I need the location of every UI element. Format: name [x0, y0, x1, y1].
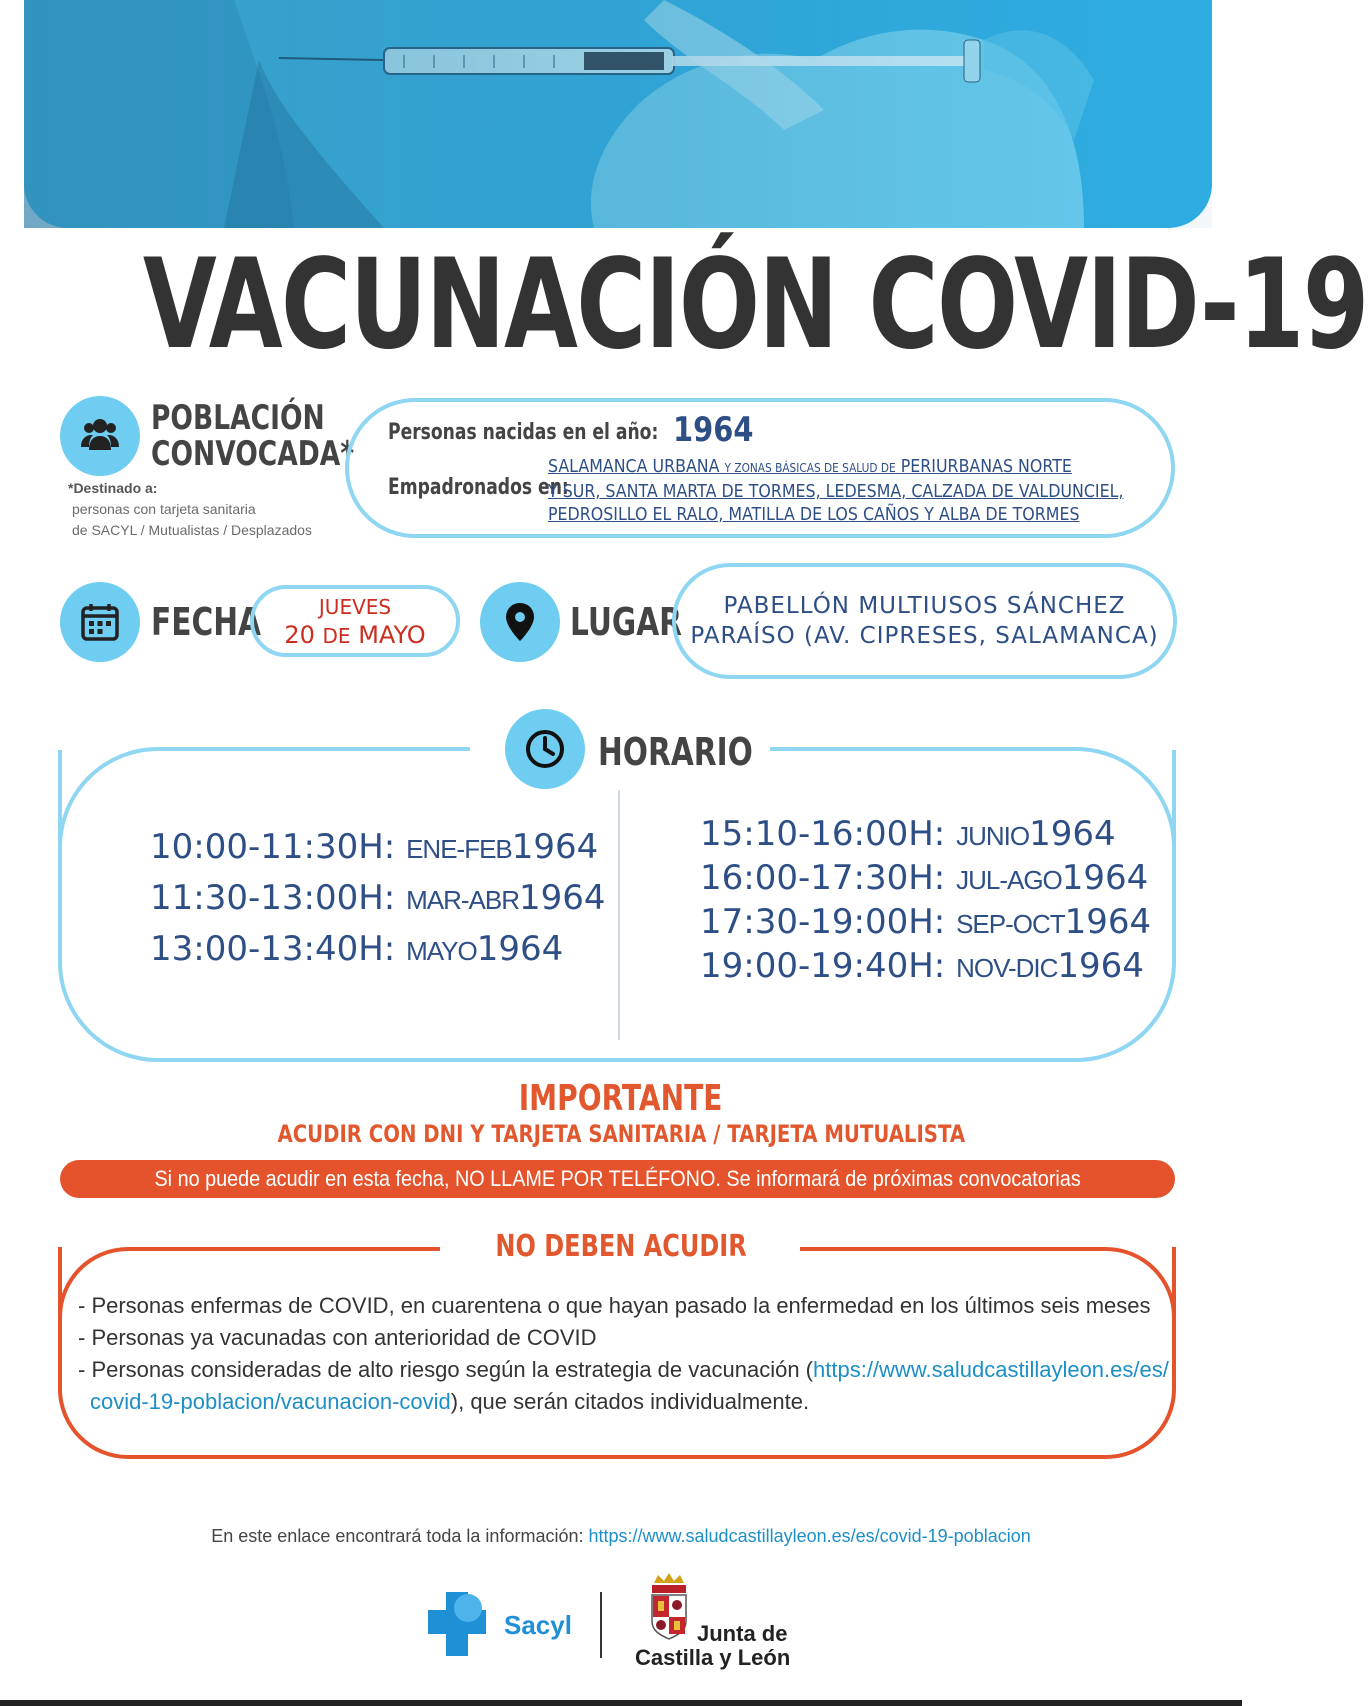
no-deben-item	[78, 1354, 1168, 1386]
page-title: VACUNACIÓN COVID-19	[142, 233, 1368, 377]
sacyl-logo	[428, 1588, 578, 1660]
fecha-date-de: DE	[322, 624, 351, 648]
schedule-year: 1964	[511, 827, 599, 867]
empadronados-line1	[548, 455, 1094, 480]
footer-link[interactable]: https://www.saludcastillayleon.es/es/covid-19-poblacion	[588, 1526, 1031, 1546]
destinado-label: *Destinado a:	[68, 480, 158, 496]
logo-separator	[600, 1592, 602, 1658]
fecha-box	[250, 585, 460, 657]
fecha-day: JUEVES	[318, 595, 392, 619]
schedule-time: 16:00-17:30H:	[700, 858, 946, 898]
emp-salamanca: SALAMANCA URBANA	[548, 456, 720, 477]
schedule-months: NOV-DIC	[956, 953, 1058, 983]
junta-text	[635, 1622, 790, 1670]
empadronados-label: Empadronados en:	[388, 475, 569, 500]
emp-periurbanas: PERIURBANAS NORTE	[900, 456, 1072, 477]
fecha-date-month: MAYO	[358, 621, 426, 649]
no-deben-item: - Personas ya vacunadas con anterioridad de COVID	[78, 1325, 597, 1350]
destinado-line1: personas con tarjeta sanitaria	[72, 501, 256, 517]
schedule-time: 10:00-11:30H:	[150, 827, 396, 867]
warning-bar	[60, 1160, 1175, 1198]
schedule-year: 1964	[518, 878, 606, 918]
schedule-time: 19:00-19:40H:	[700, 946, 946, 986]
schedule-months: MAR-ABR	[406, 885, 519, 915]
importante-title	[0, 1078, 1242, 1119]
sacyl-text: Sacyl	[504, 1610, 572, 1640]
people-icon	[60, 396, 140, 476]
schedule-year: 1964	[476, 929, 564, 969]
warning-text: Si no puede acudir en esta fecha, NO LLAME POR TELÉFONO. Se informará de próximas convocatorias	[154, 1166, 1081, 1191]
schedule-time: 13:00-13:40H:	[150, 929, 396, 969]
fecha-date-num: 20	[284, 621, 315, 649]
bottom-rule	[0, 1700, 1242, 1706]
emp-zonas: Y ZONAS BÁSICAS DE SALUD DE	[724, 461, 896, 475]
schedule-row	[700, 858, 1148, 898]
schedule-year: 1964	[1057, 946, 1144, 986]
estrategia-link-cont[interactable]: covid-19-poblacion/vacunacion-covid	[90, 1389, 451, 1414]
empadronados-text	[548, 455, 1168, 526]
location-pin-icon	[480, 582, 560, 662]
schedule-months: ENE-FEB	[406, 834, 512, 864]
lugar-label: LUGAR	[570, 600, 682, 644]
schedule-time: 11:30-13:00H:	[150, 878, 396, 918]
poblacion-label-line2: CONVOCADA*	[151, 434, 355, 474]
schedule-row	[150, 929, 563, 969]
schedule-months: JUNIO	[956, 821, 1030, 851]
estrategia-link[interactable]: https://www.saludcastillayleon.es/es/	[813, 1357, 1169, 1382]
fecha-label: FECHA	[151, 600, 261, 644]
schedule-row	[700, 902, 1151, 942]
no-deben-item3-text: - Personas consideradas de alto riesgo según la estrategia de vacunación (	[78, 1357, 814, 1382]
junta-line1: Junta de	[697, 1621, 788, 1646]
schedule-months: SEP-OCT	[956, 909, 1065, 939]
born-year: 1964	[673, 410, 754, 450]
calendar-icon	[60, 582, 140, 662]
poblacion-label-line1: POBLACIÓN	[151, 398, 325, 438]
schedule-row	[150, 878, 606, 918]
schedule-time: 17:30-19:00H:	[700, 902, 946, 942]
horario-label: HORARIO	[598, 730, 753, 774]
no-deben-item3-end: ), que serán citados individualmente.	[450, 1389, 810, 1414]
footer-info	[0, 1526, 1242, 1547]
poblacion-label	[151, 400, 354, 472]
schedule-months: JUL-AGO	[956, 865, 1062, 895]
lugar-line2: PARAÍSO (AV. CIPRESES, SALAMANCA)	[690, 623, 1159, 649]
fecha-date	[254, 621, 456, 649]
schedule-row	[700, 814, 1116, 854]
schedule-year: 1964	[1061, 858, 1149, 898]
clock-icon	[505, 709, 585, 789]
schedule-year: 1964	[1029, 814, 1116, 854]
schedule-year: 1964	[1064, 902, 1152, 942]
no-deben-item-cont	[78, 1386, 1168, 1418]
empadronados-line3: PEDROSILLO EL RALO, MATILLA DE LOS CAÑOS Y ALBA DE TORMES	[548, 504, 1080, 525]
footer-text: En este enlace encontrará toda la información:	[211, 1526, 584, 1546]
schedule-time: 15:10-16:00H:	[700, 814, 946, 854]
no-deben-list	[78, 1290, 1168, 1418]
schedule-row	[700, 946, 1144, 986]
hero-banner	[24, 0, 1212, 228]
destinado-note	[68, 478, 312, 541]
schedule-months: MAYO	[406, 936, 477, 966]
horario-divider	[618, 790, 620, 1040]
no-deben-item: - Personas enfermas de COVID, en cuarentena o que hayan pasado la enfermedad en los últimos seis meses	[78, 1293, 1151, 1318]
importante-title-text: IMPORTANTE	[519, 1078, 723, 1119]
syringe-hands-illustration	[24, 0, 1212, 228]
lugar-line1: PABELLÓN MULTIUSOS SÁNCHEZ	[723, 593, 1126, 619]
lugar-box	[672, 563, 1177, 679]
schedule-row	[150, 827, 598, 867]
importante-subtitle-text: ACUDIR CON DNI Y TARJETA SANITARIA / TARJETA MUTUALISTA	[277, 1120, 965, 1148]
born-label: Personas nacidas en el año:	[388, 420, 659, 445]
no-deben-title	[0, 1229, 1242, 1264]
destinado-line2: de SACYL / Mutualistas / Desplazados	[72, 522, 312, 538]
empadronados-line2: Y SUR, SANTA MARTA DE TORMES, LEDESMA, CALZADA DE VALDUNCIEL,	[548, 481, 1124, 502]
junta-line2: Castilla y León	[635, 1645, 791, 1670]
no-deben-title-text: NO DEBEN ACUDIR	[495, 1229, 747, 1264]
importante-subtitle	[0, 1120, 1242, 1148]
